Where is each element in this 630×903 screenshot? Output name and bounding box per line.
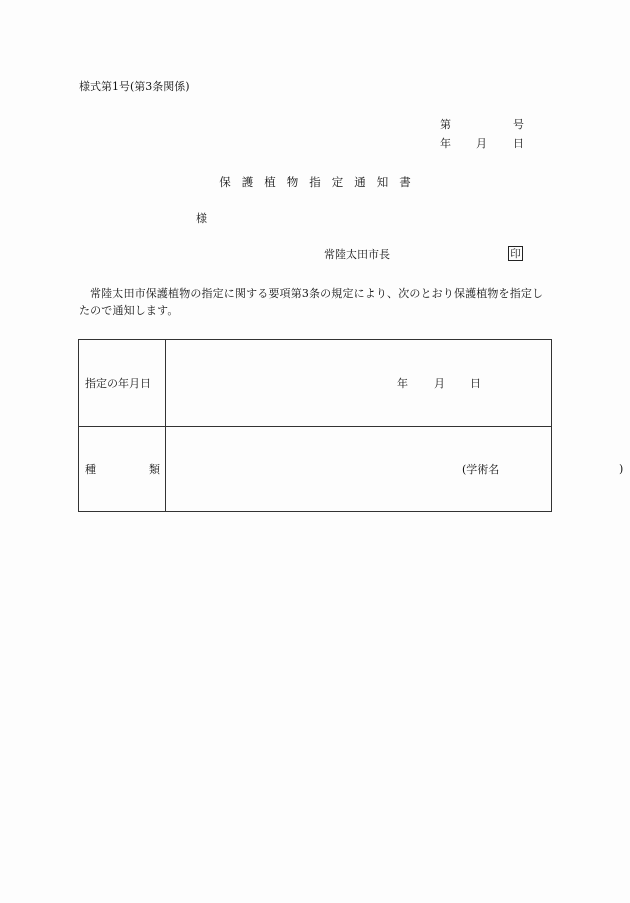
- designation-date-label-cell: [79, 340, 166, 426]
- issue-date-year: 年: [440, 137, 451, 150]
- title-char: 指: [309, 175, 332, 189]
- table-row-species: [79, 426, 624, 511]
- species-label-right: 類: [149, 462, 160, 476]
- seal-stamp: 印: [508, 246, 523, 261]
- title-char: 保: [219, 175, 242, 189]
- scientific-name-open: (学術名: [462, 462, 500, 476]
- designation-date-day: 日: [470, 377, 481, 390]
- scientific-name-close: ): [619, 462, 624, 475]
- addressee-honorific: 様: [196, 212, 207, 225]
- form-reference: 様式第1号(第3条関係): [79, 80, 190, 93]
- document-number-prefix: 第: [440, 118, 451, 131]
- document-number-suffix: 号: [513, 118, 524, 131]
- species-label-left: 種: [85, 462, 96, 476]
- issuer-name: 常陸太田市長: [324, 248, 390, 261]
- designation-date-month: 月: [434, 377, 445, 390]
- title-char: 護: [241, 175, 265, 189]
- title-char: 物: [286, 175, 310, 189]
- designation-date-value-cell: [166, 340, 551, 426]
- table-row-designation-date: [79, 340, 551, 427]
- issue-date-month: 月: [476, 137, 487, 150]
- body-paragraph: 常陸太田市保護植物の指定に関する要項第3条の規定により、次のとおり保護植物を指定したので通知します。: [79, 287, 544, 317]
- species-value-cell: [166, 426, 624, 511]
- designation-date-year: 年: [397, 377, 408, 390]
- title-char: 植: [264, 175, 287, 189]
- title-char: 定: [331, 175, 355, 189]
- title-char: 知: [376, 175, 400, 189]
- title-char: 書: [399, 175, 411, 189]
- document-title: [0, 175, 630, 189]
- designation-date-label: 指定の年月日: [85, 377, 151, 390]
- issue-date-day: 日: [513, 137, 524, 150]
- species-label-cell: [79, 426, 166, 511]
- title-char: 通: [354, 175, 377, 189]
- designation-table: [78, 339, 624, 512]
